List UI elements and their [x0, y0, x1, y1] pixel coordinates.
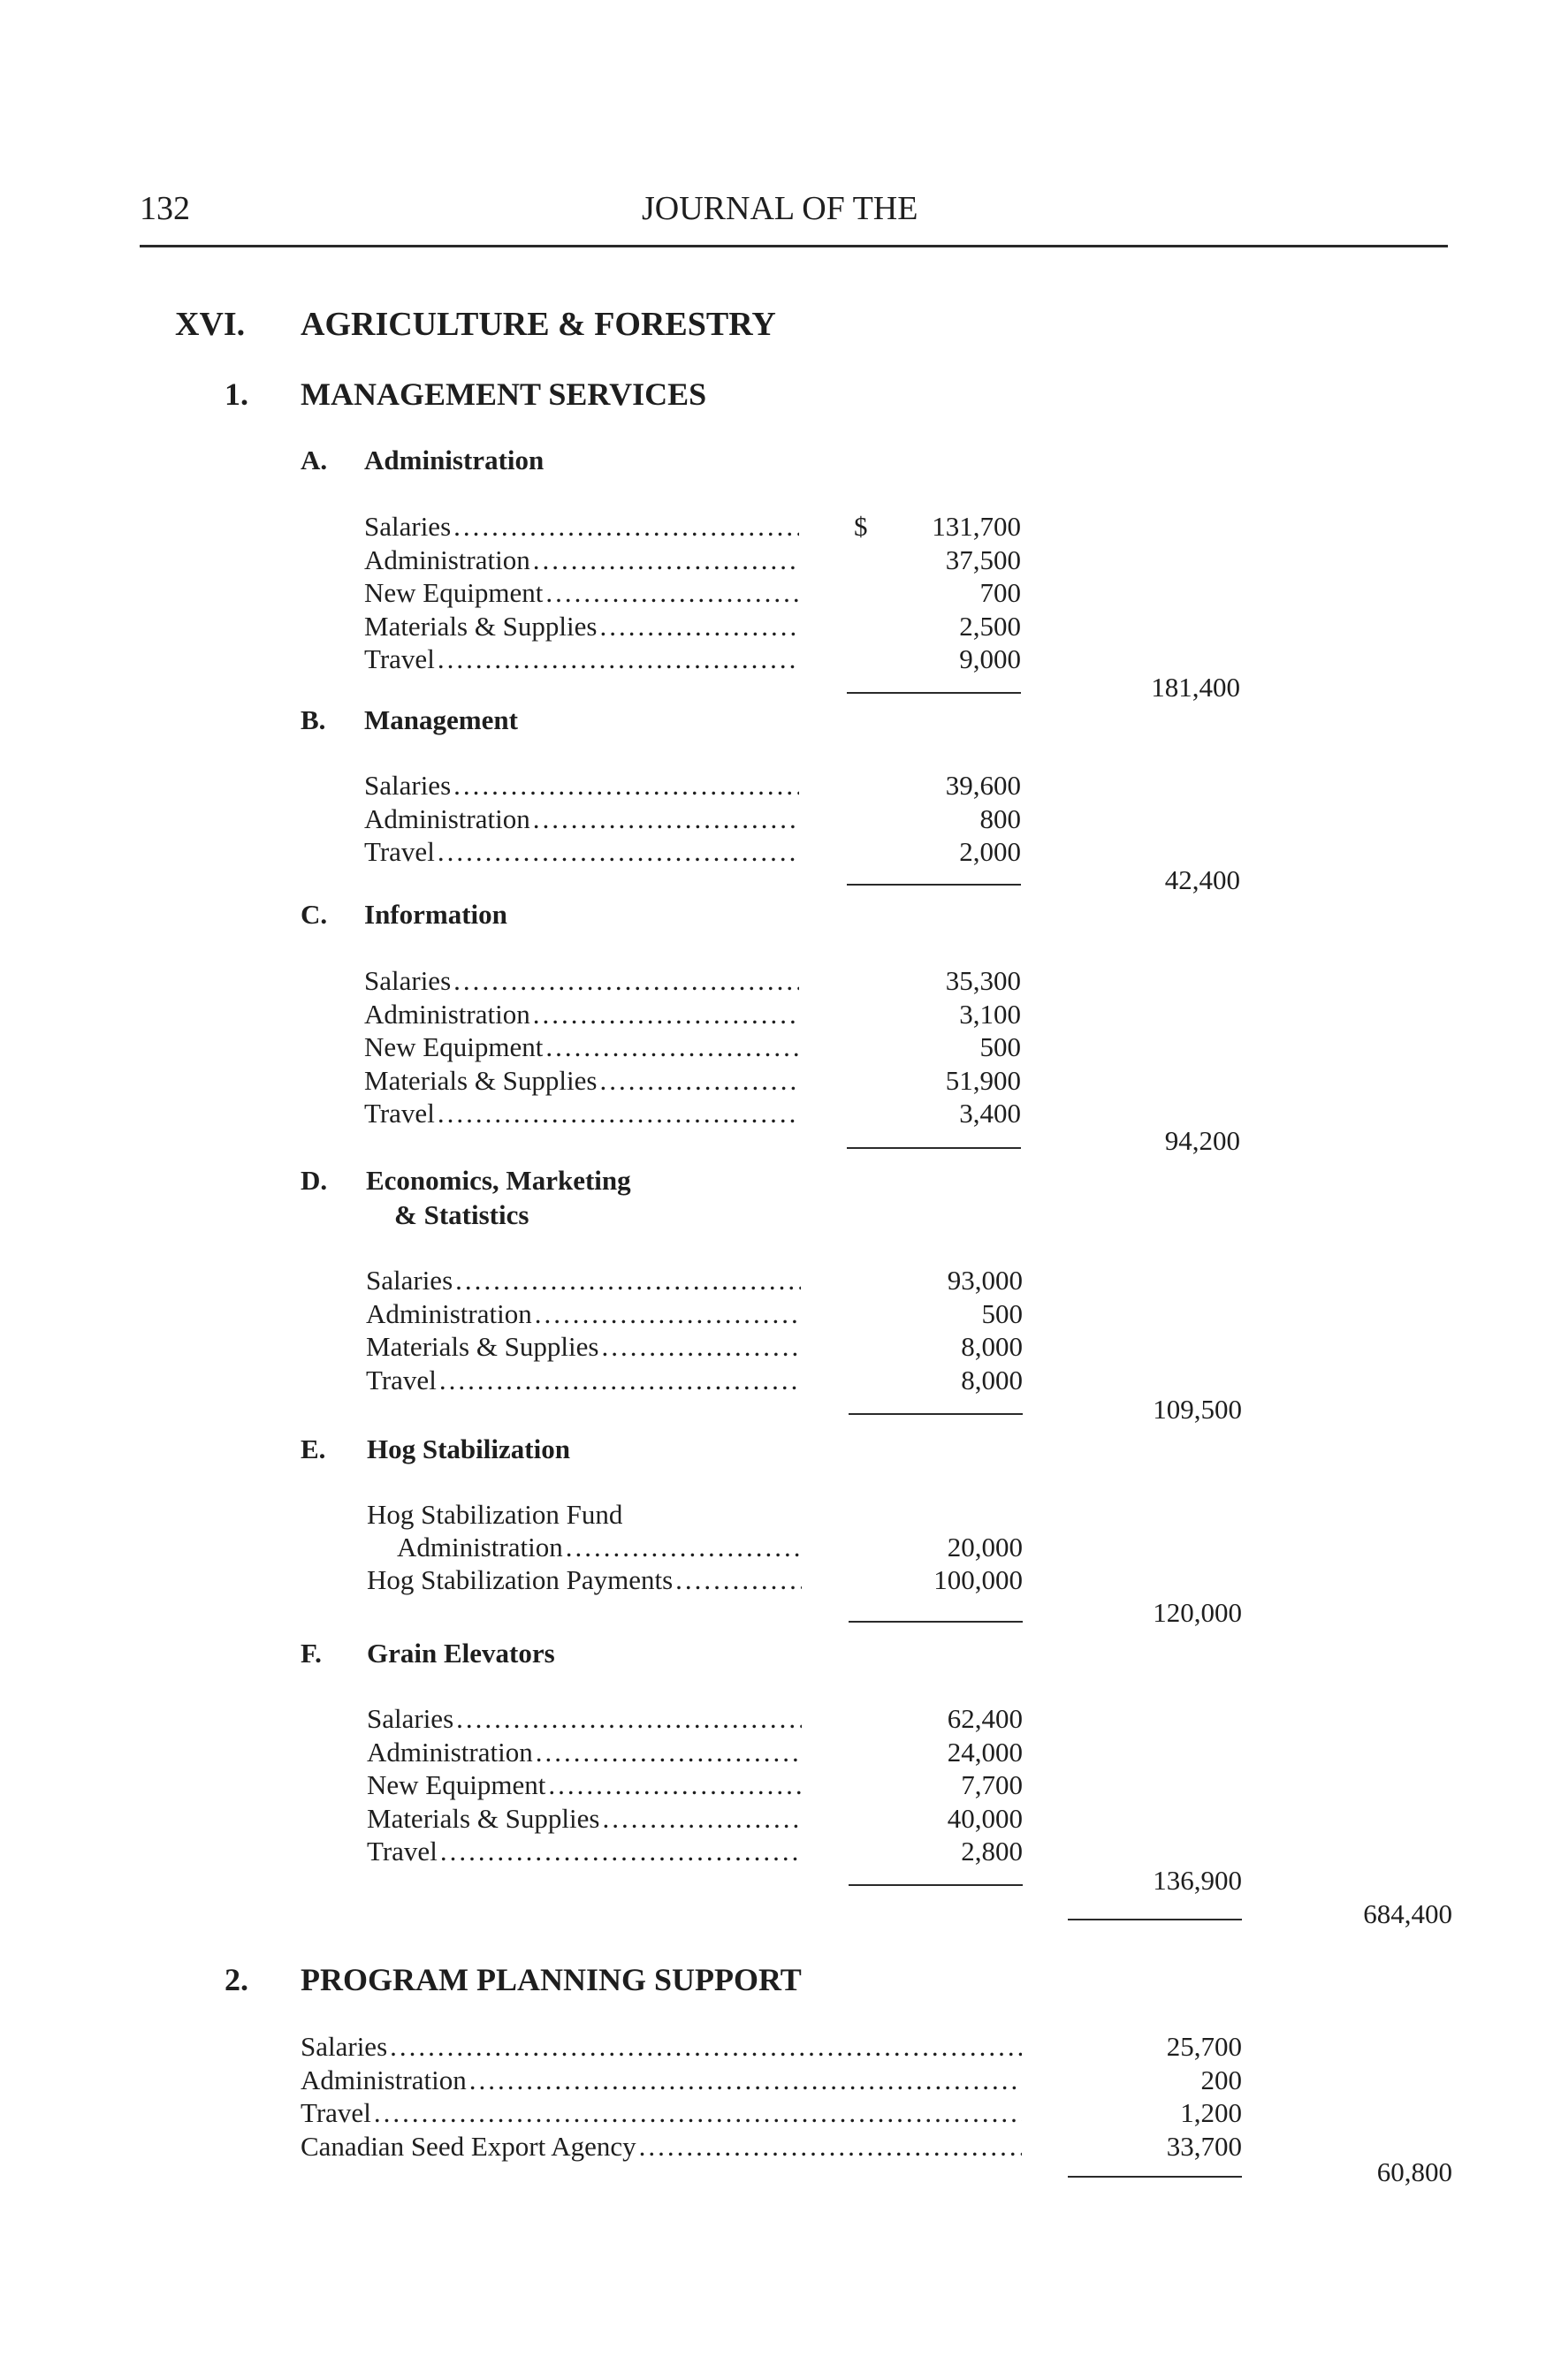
dot-leader	[453, 510, 799, 544]
line-item-label: Hog Stabilization Fund	[367, 1499, 623, 1530]
dot-leader	[533, 544, 799, 577]
subvote-a-items	[364, 510, 799, 676]
dot-leader	[675, 1563, 802, 1597]
subvote-b-letter: B.	[301, 704, 326, 735]
subvote-d-title-line2: & Statistics	[394, 1199, 529, 1230]
amount: 8,000	[961, 1364, 1023, 1395]
line-item	[367, 1736, 802, 1769]
program-2-title: PROGRAM PLANNING SUPPORT	[301, 1962, 802, 1997]
subtotal-rule	[849, 1413, 1023, 1415]
dot-leader	[374, 2096, 1022, 2130]
subtotal-rule	[847, 884, 1021, 886]
line-item-label: Salaries	[367, 1703, 454, 1734]
amount: 93,000	[947, 1265, 1023, 1296]
amount: 39,600	[945, 770, 1021, 801]
dot-leader	[533, 802, 799, 836]
subvote-f-total: 136,900	[1153, 1865, 1242, 1896]
amount: 200	[1200, 2064, 1242, 2095]
subvote-f-letter: F.	[301, 1638, 322, 1669]
subvote-a-letter: A.	[301, 445, 328, 475]
line-item	[364, 998, 799, 1031]
dot-leader	[456, 1702, 802, 1736]
dot-leader	[438, 643, 799, 676]
line-item	[364, 643, 799, 676]
line-item-label: Salaries	[364, 965, 452, 996]
vote-number: XVI.	[175, 306, 246, 343]
line-item-label: Materials & Supplies	[364, 610, 598, 642]
line-item-label: Salaries	[364, 511, 452, 542]
line-item-label: New Equipment	[364, 1031, 544, 1062]
line-item-label: Administration	[364, 998, 530, 1030]
line-item-label: Travel	[366, 1364, 437, 1395]
dot-leader	[455, 1264, 801, 1297]
line-item-label: Administration	[367, 1736, 533, 1768]
amount: 20,000	[947, 1532, 1023, 1563]
program-2-items	[301, 2030, 1022, 2163]
amount: 62,400	[947, 1703, 1023, 1734]
subvote-c-letter: C.	[301, 899, 328, 930]
line-item	[367, 1835, 802, 1868]
dot-leader	[535, 1297, 801, 1331]
line-item-label: Materials & Supplies	[367, 1802, 600, 1834]
line-item	[301, 2130, 1022, 2163]
line-item	[364, 610, 799, 643]
amount: 1,200	[1180, 2097, 1242, 2128]
line-item-label: Salaries	[366, 1265, 453, 1296]
line-item	[366, 1264, 801, 1297]
line-item-label: New Equipment	[364, 577, 544, 608]
line-item	[364, 1064, 799, 1098]
dot-leader	[469, 2064, 1022, 2097]
line-item-label: Materials & Supplies	[366, 1331, 599, 1362]
line-item-label: Travel	[364, 836, 435, 867]
program-2-total: 60,800	[1376, 2156, 1452, 2187]
line-item-label: New Equipment	[367, 1769, 546, 1800]
subvote-d-total: 109,500	[1153, 1394, 1242, 1425]
dot-leader	[548, 1768, 802, 1802]
subvote-b-title: Management	[364, 704, 518, 735]
line-item	[364, 802, 799, 836]
line-item	[364, 1097, 799, 1130]
dot-leader	[440, 1835, 802, 1868]
subvote-a-total: 181,400	[1151, 672, 1240, 703]
dot-leader	[599, 1064, 799, 1098]
amount: 500	[979, 1031, 1021, 1062]
line-item-label: Travel	[367, 1836, 438, 1867]
amount: 35,300	[945, 965, 1021, 996]
line-item-label: Administration	[366, 1297, 532, 1329]
line-item	[364, 835, 799, 869]
line-item-label: Salaries	[364, 770, 452, 801]
subvote-b-total: 42,400	[1164, 864, 1240, 895]
program-total-rule	[1068, 1919, 1242, 1920]
amount: 51,900	[945, 1064, 1021, 1096]
line-item	[364, 769, 799, 802]
amount: 100,000	[933, 1564, 1023, 1595]
line-item	[367, 1768, 802, 1802]
subvote-c-total: 94,200	[1164, 1125, 1240, 1156]
dot-leader	[453, 769, 799, 802]
subvote-a-title: Administration	[364, 445, 545, 475]
dot-leader	[602, 1802, 802, 1836]
amount: 33,700	[1166, 2130, 1242, 2162]
subvote-e-total: 120,000	[1153, 1597, 1242, 1628]
amount: 2,500	[959, 610, 1021, 642]
amount: 24,000	[947, 1736, 1023, 1768]
subtotal-rule	[849, 1621, 1023, 1623]
program-1-title: MANAGEMENT SERVICES	[301, 376, 707, 412]
subvote-d-amounts	[868, 1264, 1023, 1396]
line-item	[364, 576, 799, 610]
dot-leader	[453, 964, 799, 998]
line-item	[367, 1702, 802, 1736]
dot-leader	[438, 835, 799, 869]
dollar-sign: $	[854, 511, 868, 542]
amount: 25,700	[1166, 2031, 1242, 2062]
line-item	[366, 1364, 801, 1397]
line-item-label: Travel	[364, 1098, 435, 1129]
amount: 131,700	[932, 511, 1021, 542]
dot-leader	[390, 2030, 1022, 2064]
subvote-d-letter: D.	[301, 1165, 328, 1196]
subvote-d-title: Economics, Marketing	[366, 1165, 631, 1196]
subvote-b-items	[364, 769, 799, 869]
line-item-label: Administration	[364, 802, 530, 834]
amount: 2,800	[961, 1836, 1023, 1867]
subtotal-rule	[847, 1147, 1021, 1149]
amount: 2,000	[959, 836, 1021, 867]
dot-leader	[439, 1364, 801, 1397]
line-item-label: Travel	[364, 643, 435, 674]
line-item	[364, 510, 799, 544]
subvote-d-items	[366, 1264, 801, 1396]
line-item	[397, 1531, 802, 1564]
amount: 800	[979, 802, 1021, 834]
subvote-c-title: Information	[364, 899, 507, 930]
program-2-amounts	[1087, 2030, 1242, 2163]
amount: 8,000	[961, 1331, 1023, 1362]
dot-leader	[545, 1030, 799, 1064]
amount: 40,000	[947, 1802, 1023, 1834]
dot-leader	[639, 2130, 1022, 2163]
subvote-f-amounts	[868, 1702, 1023, 1868]
line-item-label: Travel	[301, 2097, 371, 2128]
line-item-label: Administration	[301, 2064, 467, 2095]
dot-leader	[601, 1330, 801, 1364]
amount: 37,500	[945, 544, 1021, 575]
amount: 500	[981, 1297, 1023, 1329]
dot-leader	[438, 1097, 799, 1130]
program-2-number: 2.	[225, 1962, 248, 1997]
dot-leader	[566, 1531, 802, 1564]
subvote-a-amounts	[866, 510, 1021, 676]
line-item	[366, 1330, 801, 1364]
dot-leader	[599, 610, 799, 643]
line-item-label: Administration	[397, 1532, 563, 1563]
line-item	[301, 2096, 1022, 2130]
line-item-label: Canadian Seed Export Agency	[301, 2130, 636, 2162]
line-item	[367, 1802, 802, 1836]
line-item-label: Hog Stabilization Payments	[367, 1564, 674, 1595]
running-title: JOURNAL OF THE	[642, 190, 918, 227]
header-rule	[140, 245, 1448, 247]
line-item-label: Salaries	[301, 2031, 388, 2062]
line-item	[364, 1030, 799, 1064]
subtotal-rule	[849, 1884, 1023, 1886]
subvote-f-title: Grain Elevators	[367, 1638, 555, 1669]
line-item	[301, 2064, 1022, 2097]
program-total-rule	[1068, 2176, 1242, 2178]
vote-title: AGRICULTURE & FORESTRY	[301, 306, 776, 343]
amount: 700	[979, 577, 1021, 608]
amount: 3,400	[959, 1098, 1021, 1129]
dot-leader	[545, 576, 799, 610]
amount: 7,700	[961, 1769, 1023, 1800]
amount: 3,100	[959, 998, 1021, 1030]
page-number: 132	[140, 190, 190, 227]
program-1-number: 1.	[225, 376, 248, 412]
line-item-label: Administration	[364, 544, 530, 575]
amount: 9,000	[959, 643, 1021, 674]
subvote-f-items	[367, 1702, 802, 1868]
subvote-e-title: Hog Stabilization	[367, 1433, 570, 1464]
dot-leader	[533, 998, 799, 1031]
dot-leader	[536, 1736, 802, 1769]
subvote-b-amounts	[866, 769, 1021, 869]
line-item	[367, 1563, 802, 1597]
program-1-total: 684,400	[1363, 1898, 1452, 1929]
line-item-label: Materials & Supplies	[364, 1064, 598, 1096]
subvote-c-items	[364, 964, 799, 1130]
subtotal-rule	[847, 692, 1021, 694]
subvote-c-amounts	[866, 964, 1021, 1130]
subvote-e-letter: E.	[301, 1433, 326, 1464]
line-item	[364, 544, 799, 577]
line-item	[301, 2030, 1022, 2064]
line-item	[366, 1297, 801, 1331]
line-item	[364, 964, 799, 998]
